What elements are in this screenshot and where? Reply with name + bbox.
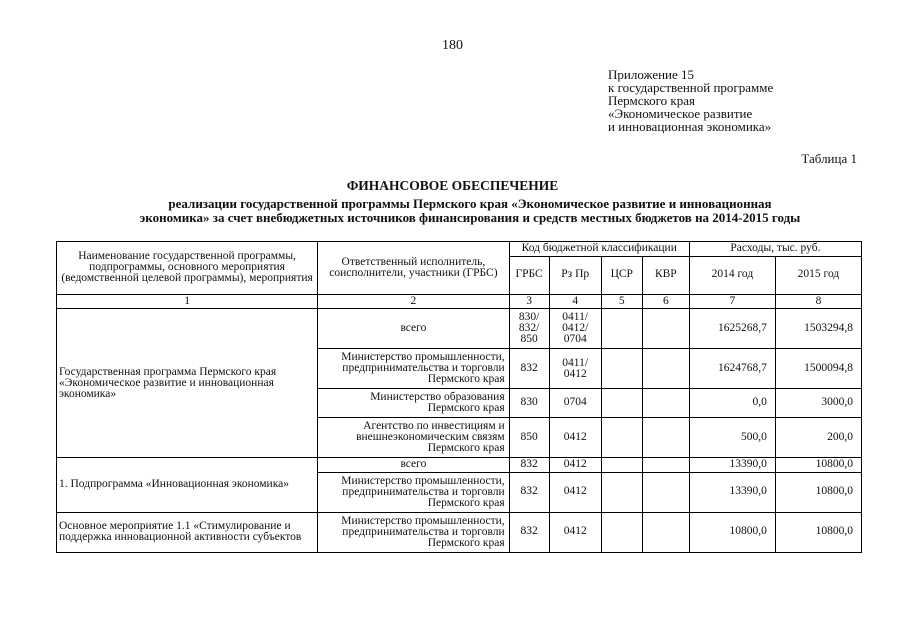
table-row — [57, 512, 862, 552]
subtitle-line: реализации государственной программы Пермского края «Экономическое развитие и инновационная — [168, 196, 772, 211]
amount-2014: 0,0 — [689, 389, 775, 418]
grbs-cell: 832 — [509, 472, 549, 512]
amount-2014: 13390,0 — [689, 472, 775, 512]
column-number: 3 — [509, 294, 549, 309]
appendix-note — [608, 68, 773, 133]
amount-2014: 1625268,7 — [689, 309, 775, 349]
rzpr-cell: 0412 — [549, 418, 601, 458]
header-responsible: Ответственный исполнитель, соисполнители, участники (ГРБС) — [318, 242, 510, 295]
header-csr: ЦСР — [601, 256, 642, 294]
grbs-cell: 830 — [509, 389, 549, 418]
responsible-cell: Министерство промышленности, предпринимательства и торговли Пермского края — [318, 349, 510, 389]
column-number: 5 — [601, 294, 642, 309]
grbs-cell: 830/ 832/ 850 — [509, 309, 549, 349]
column-number: 7 — [689, 294, 775, 309]
amount-2015: 200,0 — [775, 418, 861, 458]
subprogram-name: 1. Подпрограмма «Инновационная экономика» — [57, 458, 318, 513]
amount-2015: 1503294,8 — [775, 309, 861, 349]
kvr-cell — [642, 458, 689, 473]
header-budget-code: Код бюджетной классификации — [509, 242, 689, 257]
header-name: Наименование государственной программы, подпрограммы, основного мероприятия (ведомственной целевой программы), мероприятия — [57, 242, 318, 295]
grbs-cell: 832 — [509, 458, 549, 473]
table-row — [57, 458, 862, 473]
csr-cell — [601, 309, 642, 349]
amount-2015: 1500094,8 — [775, 349, 861, 389]
responsible-cell: Министерство промышленности, предпринимательства и торговли Пермского края — [318, 512, 510, 552]
amount-2014: 500,0 — [689, 418, 775, 458]
rzpr-cell: 0412 — [549, 458, 601, 473]
csr-cell — [601, 458, 642, 473]
funding-table — [56, 241, 862, 553]
table-row — [57, 309, 862, 349]
csr-cell — [601, 389, 642, 418]
page-number: 180 — [442, 38, 463, 53]
kvr-cell — [642, 512, 689, 552]
rzpr-cell: 0412 — [549, 472, 601, 512]
column-number: 1 — [57, 294, 318, 309]
responsible-cell: Агентство по инвестициям и внешнеэкономическим связям Пермского края — [318, 418, 510, 458]
responsible-cell: Министерство образования Пермского края — [318, 389, 510, 418]
activity-name: Основное мероприятие 1.1 «Стимулирование и поддержка инновационной активности субъектов — [57, 512, 318, 552]
kvr-cell — [642, 472, 689, 512]
amount-2014: 1624768,7 — [689, 349, 775, 389]
document-subtitle — [60, 197, 880, 225]
column-number: 2 — [318, 294, 510, 309]
program-name: Государственная программа Пермского края «Экономическое развитие и инновационная экономика» — [57, 309, 318, 458]
appendix-line: и инновационная экономика» — [608, 119, 772, 134]
table-header-row — [57, 242, 862, 257]
column-number: 6 — [642, 294, 689, 309]
rzpr-cell: 0411/ 0412/ 0704 — [549, 309, 601, 349]
responsible-cell: всего — [318, 309, 510, 349]
amount-2015: 10800,0 — [775, 472, 861, 512]
kvr-cell — [642, 309, 689, 349]
amount-2015: 10800,0 — [775, 458, 861, 473]
appendix-line: Пермского края — [608, 93, 695, 108]
header-2014: 2014 год — [689, 256, 775, 294]
grbs-cell: 832 — [509, 512, 549, 552]
csr-cell — [601, 349, 642, 389]
appendix-line: Приложение 15 — [608, 67, 695, 82]
header-2015: 2015 год — [775, 256, 861, 294]
header-grbs: ГРБС — [509, 256, 549, 294]
kvr-cell — [642, 349, 689, 389]
grbs-cell: 832 — [509, 349, 549, 389]
csr-cell — [601, 418, 642, 458]
amount-2014: 13390,0 — [689, 458, 775, 473]
document-title: ФИНАНСОВОЕ ОБЕСПЕЧЕНИЕ — [346, 178, 559, 193]
rzpr-cell: 0411/ 0412 — [549, 349, 601, 389]
amount-2015: 3000,0 — [775, 389, 861, 418]
responsible-cell: всего — [318, 458, 510, 473]
grbs-cell: 850 — [509, 418, 549, 458]
responsible-cell: Министерство промышленности, предпринимательства и торговли Пермского края — [318, 472, 510, 512]
amount-2014: 10800,0 — [689, 512, 775, 552]
rzpr-cell: 0412 — [549, 512, 601, 552]
header-expenses: Расходы, тыс. руб. — [689, 242, 861, 257]
kvr-cell — [642, 418, 689, 458]
table-label: Таблица 1 — [801, 151, 857, 166]
header-kvr: КВР — [642, 256, 689, 294]
subtitle-line: экономика» за счет внебюджетных источников финансирования и средств местных бюджетов на 2014-2015 годы — [139, 210, 801, 225]
appendix-line: «Экономическое развитие — [608, 106, 753, 121]
column-number-row — [57, 294, 862, 309]
csr-cell — [601, 512, 642, 552]
rzpr-cell: 0704 — [549, 389, 601, 418]
amount-2015: 10800,0 — [775, 512, 861, 552]
column-number: 8 — [775, 294, 861, 309]
kvr-cell — [642, 389, 689, 418]
column-number: 4 — [549, 294, 601, 309]
csr-cell — [601, 472, 642, 512]
appendix-line: к государственной программе — [608, 80, 774, 95]
header-rzpr: Рз Пр — [549, 256, 601, 294]
